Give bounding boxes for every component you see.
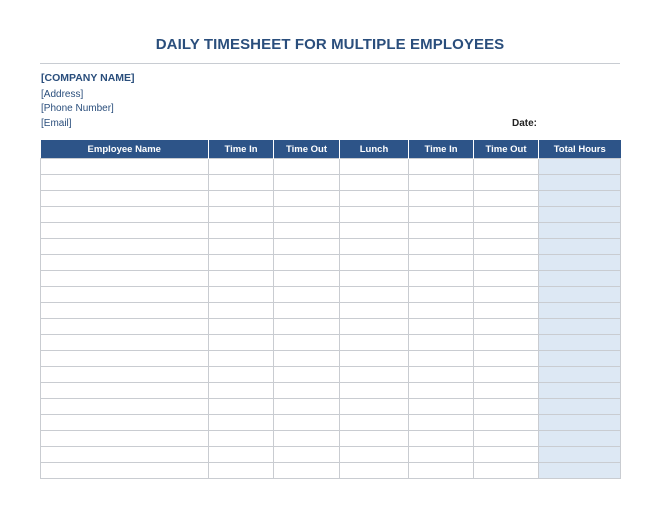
timesheet-cell[interactable] [41,383,209,399]
timesheet-cell[interactable] [340,367,409,383]
timesheet-cell[interactable] [274,287,340,303]
timesheet-cell[interactable] [340,319,409,335]
title-divider [40,63,620,64]
timesheet-cell[interactable] [340,287,409,303]
timesheet-cell[interactable] [340,399,409,415]
timesheet-cell[interactable] [209,351,274,367]
timesheet-cell[interactable] [209,431,274,447]
timesheet-cell[interactable] [41,159,209,175]
timesheet-cell[interactable] [41,207,209,223]
timesheet-cell[interactable] [474,447,539,463]
timesheet-cell[interactable] [340,255,409,271]
timesheet-cell[interactable] [474,191,539,207]
timesheet-cell[interactable] [474,255,539,271]
timesheet-cell[interactable] [474,415,539,431]
timesheet-cell[interactable] [41,175,209,191]
timesheet-cell[interactable] [41,191,209,207]
timesheet-cell[interactable] [409,223,474,239]
timesheet-cell[interactable] [340,303,409,319]
timesheet-cell[interactable] [409,447,474,463]
timesheet-cell[interactable] [274,431,340,447]
timesheet-cell[interactable] [340,271,409,287]
timesheet-cell[interactable] [474,175,539,191]
timesheet-cell[interactable] [409,255,474,271]
timesheet-cell[interactable] [340,207,409,223]
timesheet-cell[interactable] [409,303,474,319]
timesheet-cell[interactable] [409,399,474,415]
timesheet-cell[interactable] [274,351,340,367]
page-title: DAILY TIMESHEET FOR MULTIPLE EMPLOYEES [155,36,505,53]
timesheet-body [41,159,621,479]
total-hours-cell[interactable] [539,175,621,191]
timesheet-cell[interactable] [409,287,474,303]
total-hours-cell[interactable] [539,351,621,367]
timesheet-cell[interactable] [474,207,539,223]
total-hours-cell[interactable] [539,255,621,271]
timesheet-cell[interactable] [209,207,274,223]
total-hours-cell[interactable] [539,463,621,479]
timesheet-cell[interactable] [340,415,409,431]
timesheet-cell[interactable] [409,351,474,367]
table-row [41,175,621,191]
timesheet-cell[interactable] [209,175,274,191]
timesheet-cell[interactable] [41,367,209,383]
col-header-lunch: Lunch [340,140,409,159]
table-row [41,447,621,463]
total-hours-cell[interactable] [539,367,621,383]
col-header-total-hours: Total Hours [539,140,621,159]
total-hours-cell[interactable] [539,319,621,335]
timesheet-cell[interactable] [409,415,474,431]
timesheet-cell[interactable] [41,351,209,367]
timesheet-cell[interactable] [209,383,274,399]
timesheet-cell[interactable] [409,175,474,191]
table-row [41,415,621,431]
timesheet-cell[interactable] [274,463,340,479]
total-hours-cell[interactable] [539,239,621,255]
timesheet-cell[interactable] [209,287,274,303]
timesheet-cell[interactable] [340,463,409,479]
timesheet-cell[interactable] [340,351,409,367]
col-header-time-in: Time In [209,140,274,159]
timesheet-cell[interactable] [409,383,474,399]
timesheet-cell[interactable] [41,399,209,415]
timesheet-cell[interactable] [209,303,274,319]
total-hours-cell[interactable] [539,447,621,463]
timesheet-cell[interactable] [41,447,209,463]
timesheet-cell[interactable] [209,463,274,479]
timesheet-cell[interactable] [474,159,539,175]
timesheet-cell[interactable] [209,223,274,239]
timesheet-cell[interactable] [209,159,274,175]
table-row [41,319,621,335]
col-header-time-out: Time Out [274,140,340,159]
timesheet-cell[interactable] [209,271,274,287]
table-row [41,159,621,175]
timesheet-cell[interactable] [274,207,340,223]
table-row [41,255,621,271]
timesheet-cell[interactable] [209,239,274,255]
timesheet-cell[interactable] [474,271,539,287]
total-hours-cell[interactable] [539,335,621,351]
timesheet-cell[interactable] [41,319,209,335]
table-row [41,239,621,255]
total-hours-cell[interactable] [539,223,621,239]
timesheet-cell[interactable] [340,447,409,463]
timesheet-cell[interactable] [41,335,209,351]
timesheet-cell[interactable] [474,319,539,335]
timesheet-cell[interactable] [409,319,474,335]
timesheet-cell[interactable] [340,223,409,239]
timesheet-cell[interactable] [41,255,209,271]
timesheet-cell[interactable] [409,207,474,223]
timesheet-cell[interactable] [209,399,274,415]
timesheet-cell[interactable] [409,239,474,255]
timesheet-cell[interactable] [340,191,409,207]
timesheet-cell[interactable] [41,223,209,239]
timesheet-cell[interactable] [340,383,409,399]
total-hours-cell[interactable] [539,191,621,207]
table-header-row [41,140,621,159]
table-row [41,367,621,383]
timesheet-cell[interactable] [409,463,474,479]
timesheet-cell[interactable] [409,367,474,383]
total-hours-cell[interactable] [539,271,621,287]
timesheet-cell[interactable] [474,303,539,319]
timesheet-cell[interactable] [41,415,209,431]
timesheet-cell[interactable] [409,271,474,287]
table-row [41,303,621,319]
timesheet-cell[interactable] [274,255,340,271]
company-address: [Address] [41,89,84,100]
timesheet-cell[interactable] [41,463,209,479]
table-row [41,287,621,303]
timesheet-cell[interactable] [474,239,539,255]
timesheet-cell[interactable] [41,303,209,319]
timesheet-cell[interactable] [209,415,274,431]
timesheet-cell[interactable] [409,431,474,447]
table-row [41,431,621,447]
table-row [41,463,621,479]
total-hours-cell[interactable] [539,159,621,175]
timesheet-cell[interactable] [474,431,539,447]
timesheet-cell[interactable] [409,159,474,175]
timesheet-cell[interactable] [274,303,340,319]
total-hours-cell[interactable] [539,383,621,399]
timesheet-cell[interactable] [474,383,539,399]
timesheet-cell[interactable] [474,399,539,415]
table-row [41,335,621,351]
timesheet-cell[interactable] [274,447,340,463]
timesheet-cell[interactable] [209,335,274,351]
timesheet-cell[interactable] [340,159,409,175]
timesheet-cell[interactable] [274,383,340,399]
timesheet-cell[interactable] [209,319,274,335]
timesheet-cell[interactable] [209,191,274,207]
timesheet-table [40,140,621,479]
col-header-time-in-2: Time In [409,140,474,159]
timesheet-cell[interactable] [409,335,474,351]
timesheet-cell[interactable] [209,255,274,271]
timesheet-cell[interactable] [340,335,409,351]
total-hours-cell[interactable] [539,399,621,415]
total-hours-cell[interactable] [539,431,621,447]
table-row [41,191,621,207]
timesheet-cell[interactable] [474,463,539,479]
company-name: [COMPANY NAME] [41,72,135,84]
total-hours-cell[interactable] [539,207,621,223]
table-row [41,271,621,287]
timesheet-cell[interactable] [274,271,340,287]
timesheet-cell[interactable] [474,367,539,383]
timesheet-cell[interactable] [340,175,409,191]
total-hours-cell[interactable] [539,303,621,319]
timesheet-cell[interactable] [474,287,539,303]
timesheet-cell[interactable] [274,223,340,239]
table-row [41,207,621,223]
timesheet-cell[interactable] [41,239,209,255]
timesheet-cell[interactable] [340,239,409,255]
timesheet-cell[interactable] [274,399,340,415]
timesheet-cell[interactable] [274,415,340,431]
total-hours-cell[interactable] [539,415,621,431]
timesheet-cell[interactable] [274,175,340,191]
timesheet-cell[interactable] [209,367,274,383]
table-row [41,383,621,399]
timesheet-cell[interactable] [474,223,539,239]
timesheet-cell[interactable] [209,447,274,463]
timesheet-cell[interactable] [409,191,474,207]
timesheet-cell[interactable] [340,431,409,447]
date-label: Date: [512,118,538,129]
company-email: [Email] [41,118,72,129]
timesheet-cell[interactable] [274,239,340,255]
timesheet-cell[interactable] [41,287,209,303]
timesheet-cell[interactable] [474,351,539,367]
company-phone: [Phone Number] [41,103,114,114]
timesheet-cell[interactable] [41,271,209,287]
col-header-time-out-2: Time Out [474,140,539,159]
table-row [41,351,621,367]
timesheet-cell[interactable] [274,319,340,335]
timesheet-cell[interactable] [274,367,340,383]
timesheet-cell[interactable] [41,431,209,447]
timesheet-cell[interactable] [274,159,340,175]
timesheet-cell[interactable] [274,191,340,207]
timesheet-cell[interactable] [274,335,340,351]
timesheet-cell[interactable] [474,335,539,351]
total-hours-cell[interactable] [539,287,621,303]
table-row [41,223,621,239]
table-row [41,399,621,415]
col-header-employee-name: Employee Name [41,140,209,159]
